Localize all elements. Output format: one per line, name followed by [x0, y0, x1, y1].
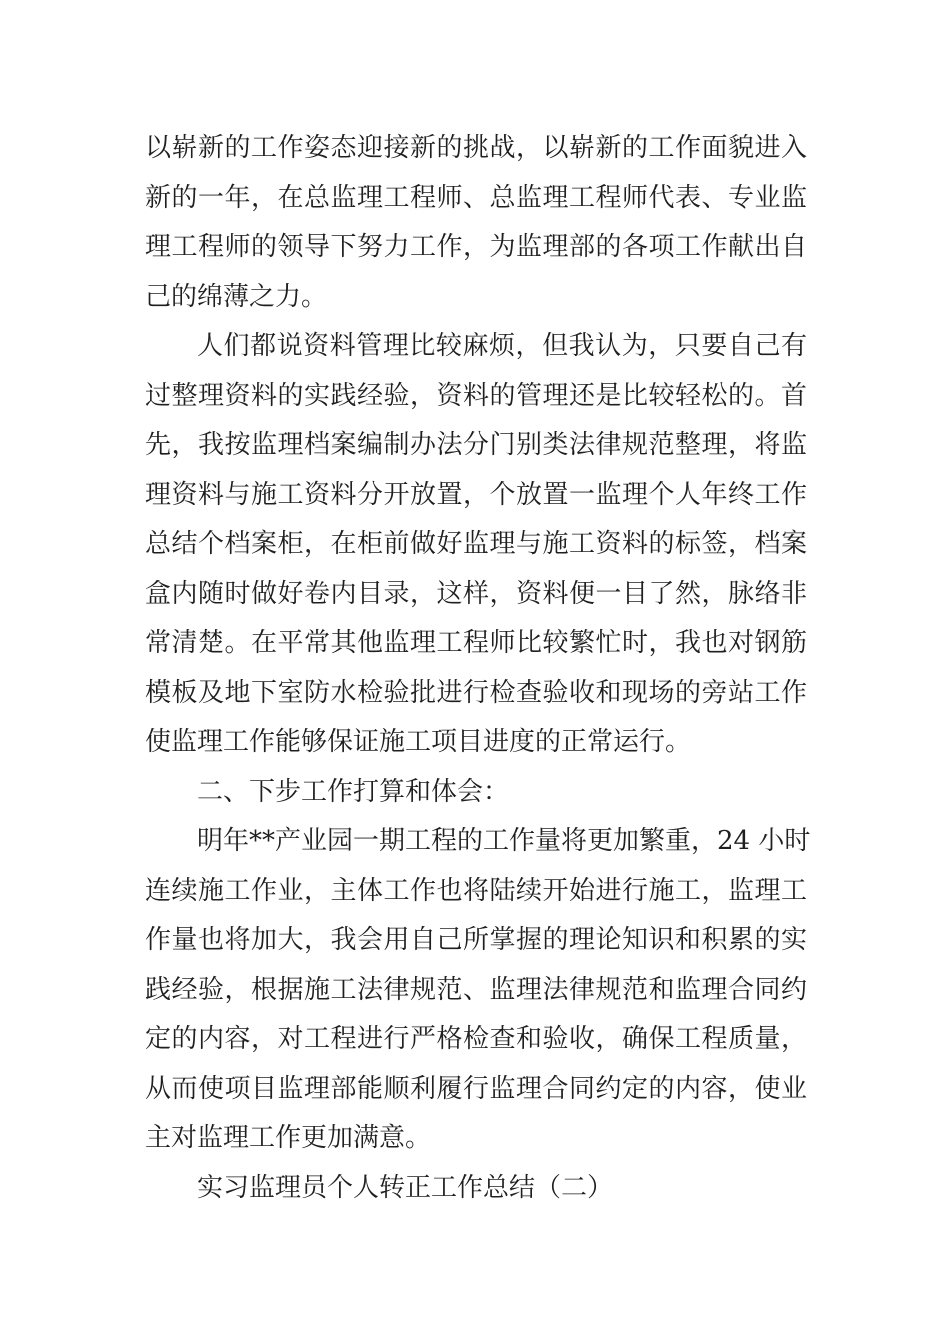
document-body — [145, 124, 811, 1213]
p2-line-5: 总结个档案柜，在柜前做好监理与施工资料的标签，档案 — [145, 529, 807, 559]
p2-line-4: 理资料与施工资料分开放置，个放置一监理个人年终工作 — [145, 479, 807, 510]
p2-line-8: 模板及地下室防水检验批进行检查验收和现场的旁站工作 — [145, 677, 807, 708]
p2-line-9: 使监理工作能够保证施工项目进度的正常运行。 — [145, 727, 692, 757]
p4-line-5: 定的内容，对工程进行严格检查和验收，确保工程质量， — [145, 1024, 807, 1054]
p4-line-1: 明年**产业园一期工程的工作量将更加繁重，24 小时 — [197, 826, 811, 856]
p2-line-3: 先，我按监理档案编制办法分门别类法律规范整理，将监 — [145, 430, 807, 460]
p2-line-1: 人们都说资料管理比较麻烦，但我认为，只要自己有 — [197, 331, 807, 361]
p2-line-7: 常清楚。在平常其他监理工程师比较繁忙时，我也对钢筋 — [145, 628, 807, 658]
p2-line-2: 过整理资料的实践经验，资料的管理还是比较轻松的。首 — [145, 380, 807, 411]
p2-line-6: 盒内随时做好卷内目录，这样，资料便一目了然，脉络非 — [145, 578, 807, 609]
p4-line-3: 作量也将加大，我会用自己所掌握的理论知识和积累的实 — [145, 925, 807, 955]
section-heading: 二、下步工作打算和体会： — [197, 776, 510, 807]
p4-line-4: 践经验，根据施工法律规范、监理法律规范和监理合同约 — [145, 974, 807, 1005]
next-section-title: 实习监理员个人转正工作总结（二） — [197, 1172, 614, 1203]
p4-line-6: 从而使项目监理部能顺利履行监理合同约定的内容，使业 — [145, 1073, 807, 1104]
p1-line-3: 理工程师的领导下努力工作，为监理部的各项工作献出自 — [145, 232, 807, 262]
p4-line-7: 主对监理工作更加满意。 — [145, 1123, 432, 1153]
p1-line-4: 己的绵薄之力。 — [145, 281, 328, 312]
p1-line-1: 以崭新的工作姿态迎接新的挑战，以崭新的工作面貌进入 — [145, 133, 807, 163]
p4-line-2: 连续施工作业，主体工作也将陆续开始进行施工，监理工 — [145, 875, 807, 906]
p1-line-2: 新的一年，在总监理工程师、总监理工程师代表、专业监 — [145, 182, 807, 213]
